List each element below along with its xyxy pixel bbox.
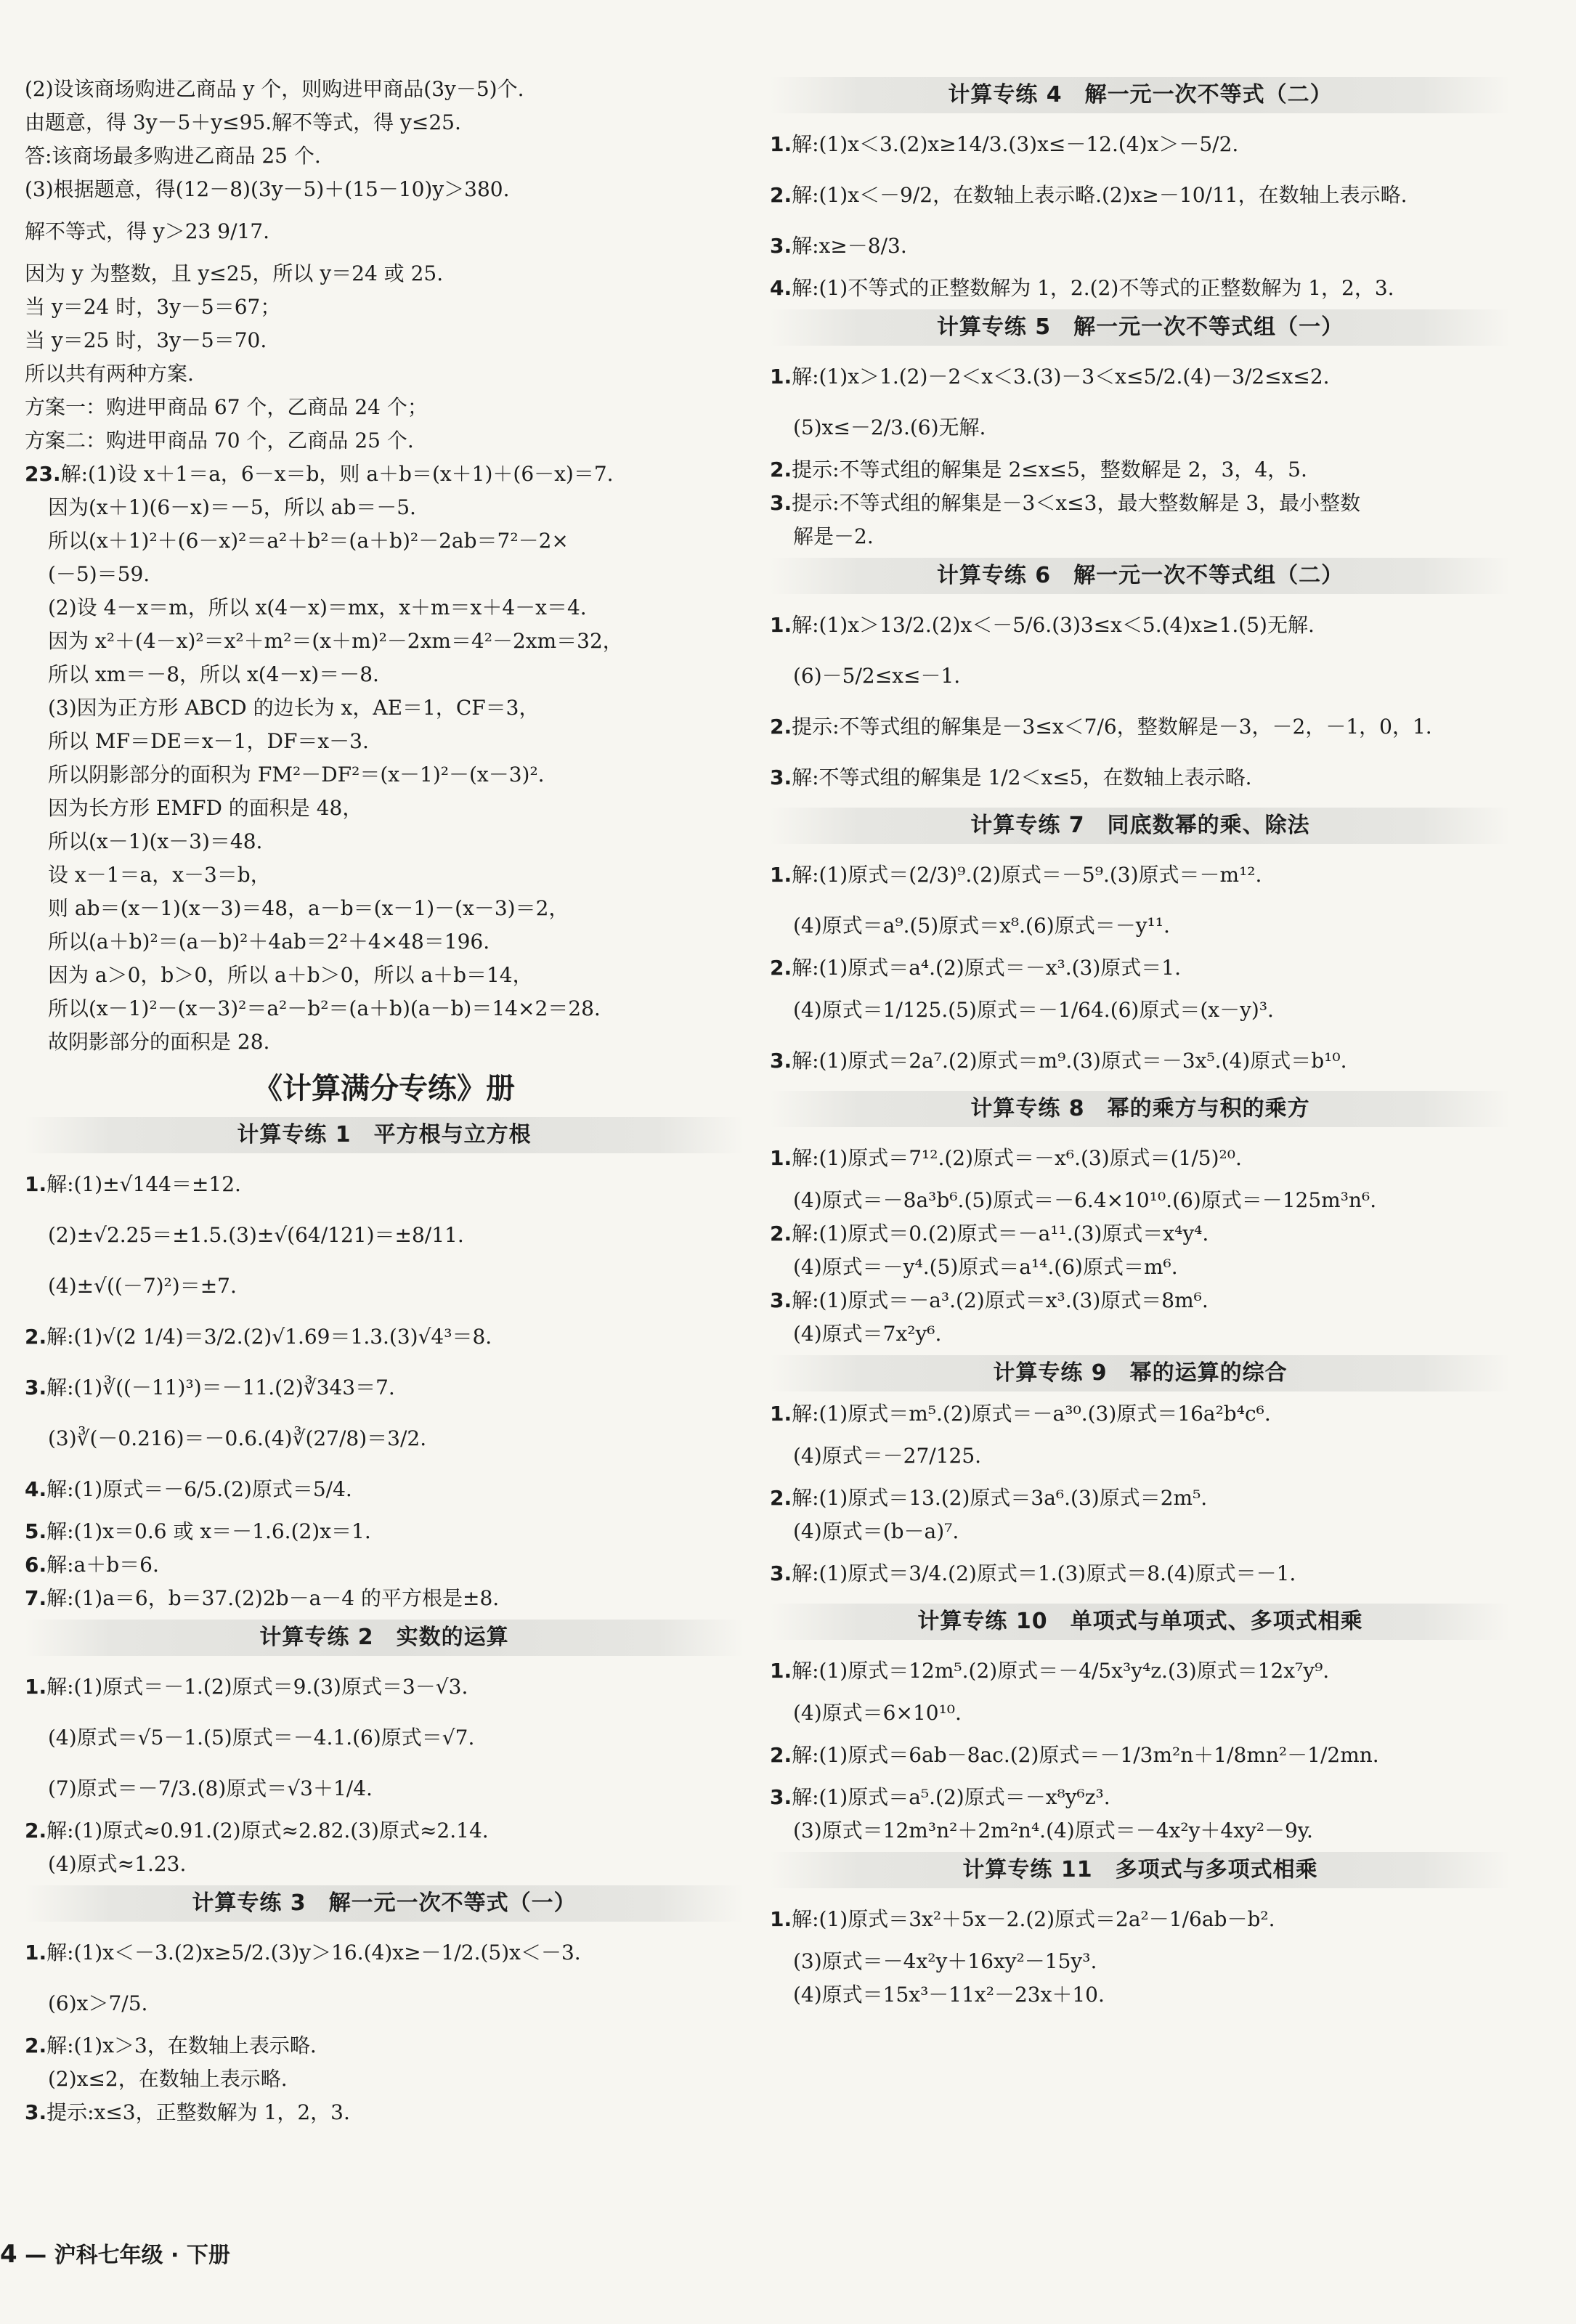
answer-line: (3)因为正方形 ABCD 的边长为 x，AE＝1，CF＝3， [48,696,540,720]
answer-text: 解:(1)±√144＝±12. [46,1172,241,1196]
answer-text: 解:(1)原式＝(2/3)⁹.(2)原式＝－5⁹.(3)原式＝－m¹². [792,863,1262,887]
answer-line [25,1712,744,1763]
answer-line [770,453,1511,487]
item-number: 4. [770,276,792,300]
answer-line [25,1515,744,1548]
answer-line [25,1261,744,1312]
answer-line [770,402,1511,453]
answer-text: 解:(1)x＞13/2.(2)x＜－5/6.(3)3≤x＜5.(4)x≥1.(5)无解. [792,613,1315,637]
answer-text: (4)原式＝15x³－11x²－23x＋10. [793,1983,1105,2007]
item-number: 3. [25,2100,47,2124]
answer-line: 因为(x＋1)(6－x)＝－5，所以 ab＝－5. [48,495,416,519]
item-number: 7. [25,1586,47,1610]
answer-text: (6)x＞7/5. [48,1991,148,2015]
answer-line [25,1548,744,1582]
item-number: 3. [770,1049,792,1073]
item-number: 1. [25,1941,47,1965]
answer-line: 则 ab＝(x－1)(x－3)＝48，a－b＝(x－1)－(x－3)＝2， [48,896,569,920]
answer-line [770,170,1511,221]
answer-line: 设 x－1＝a，x－3＝b， [48,863,271,887]
item-number: 2. [770,1222,792,1246]
answer-line: 所以(x＋1)²＋(6－x)²＝a²＋b²＝(a＋b)²－2ab＝7²－2× [48,529,569,553]
section-header: 计算专练 4 解一元一次不等式（二） [770,77,1511,113]
answer-line: 方案一：购进甲商品 67 个，乙商品 24 个； [25,395,428,419]
answer-line: 所以(x－1)²－(x－3)²＝a²－b²＝(a＋b)(a－b)＝14×2＝28. [48,996,601,1020]
answer-text: (4)原式＝7x²y⁶. [793,1322,942,1346]
answer-line: 解不等式，得 y＞23 9/17. [25,219,270,243]
answer-text: 解:(1)x＞1.(2)－2＜x＜3.(3)－3＜x≤5/2.(4)－3/2≤x≤2. [792,365,1330,389]
item-number: 3. [770,1288,792,1312]
answer-line [770,600,1511,651]
answer-line [770,1133,1511,1184]
answer-line [770,850,1511,901]
answer-text: (5)x≤－2/3.(6)无解. [793,415,986,439]
item-number: 5. [25,1519,47,1543]
answer-line [770,119,1511,170]
section-header: 计算专练 8 幂的乘方与积的乘方 [770,1091,1511,1127]
item-number: 2. [770,956,792,980]
answer-line [770,487,1511,520]
answer-line [25,1210,744,1261]
answer-line [770,1284,1511,1317]
answer-line [25,1763,744,1814]
answer-text: (3)原式＝12m³n²＋2m²n⁴.(4)原式＝－4x²y＋4xy²－9y. [793,1819,1313,1842]
answer-text: 解:不等式组的解集是 1/2＜x≤5，在数轴上表示略. [792,765,1252,789]
answer-line [25,1848,744,1881]
answer-line [25,458,744,491]
answer-text: (4)原式≈1.23. [48,1852,187,1876]
answer-line [25,1464,744,1515]
answer-line [770,1945,1511,1978]
answer-line: 所以(x－1)(x－3)＝48. [48,829,263,853]
answer-line [770,272,1511,305]
answer-text: 解:(1)原式＝13.(2)原式＝3a⁶.(3)原式＝2m⁵. [792,1486,1208,1510]
page-footer [0,2237,230,2269]
answer-text: 解:(1)原式＝12m⁵.(2)原式＝－4/5x³y⁴z.(3)原式＝12x⁷y⁹. [792,1659,1330,1683]
answer-text: 提示:x≤3，正整数解为 1，2，3. [46,2100,350,2124]
item-number: 1. [770,1659,792,1683]
answer-line [770,1894,1511,1945]
answer-text: 解:(1)原式＝m⁵.(2)原式＝－a³⁰.(3)原式＝16a²b⁴c⁶. [792,1402,1271,1426]
answer-text: 解是－2. [793,524,874,548]
answer-line [770,352,1511,402]
answer-text: 提示:不等式组的解集是－3≤x＜7/6，整数解是－3，－2，－1，0，1. [792,715,1432,739]
item-number: 3. [770,1785,792,1809]
answer-text: 解:(1)a＝6，b＝37.(2)2b－a－4 的平方根是±8. [46,1586,500,1610]
answer-line [770,651,1511,702]
item-number: 1. [25,1172,47,1196]
answer-line: (－5)＝59. [48,562,150,586]
answer-line [25,1582,744,1615]
answer-text: (4)±√((－7)²)＝±7. [48,1274,237,1298]
answer-text: 解:(1)原式＝0.(2)原式＝－a¹¹.(3)原式＝x⁴y⁴. [792,1222,1209,1246]
section-header: 计算专练 3 解一元一次不等式（一） [25,1885,744,1922]
item-number: 3. [770,1561,792,1585]
item-number: 2. [770,715,792,739]
answer-line: 答:该商场最多购进乙商品 25 个. [25,144,321,168]
page-number: 4 [0,2240,17,2269]
answer-line [770,1814,1511,1848]
answer-line [770,1036,1511,1086]
section-header: 计算专练 10 单项式与单项式、多项式相乘 [770,1604,1511,1640]
item-number: 1. [770,1402,792,1426]
answer-line: (3)根据题意，得(12－8)(3y－5)＋(15－10)y＞380. [25,177,510,201]
section-header: 计算专练 1 平方根与立方根 [25,1117,744,1153]
section-header: 计算专练 7 同底数幂的乘、除法 [770,808,1511,844]
item-number: 2. [25,1325,47,1349]
answer-line [770,221,1511,272]
book-section-title: 《计算满分专练》册 [253,1072,515,1105]
answer-line [770,1646,1511,1697]
answer-line: 因为 y 为整数，且 y≤25，所以 y＝24 或 25. [25,261,444,285]
item-number: 2. [770,1743,792,1767]
right-column [770,73,1511,2012]
answer-text: (4)原式＝(b－a)⁷. [793,1519,959,1543]
answer-text: 解:x≥－8/3. [792,234,907,258]
answer-text: 解:(1)原式＝6ab－8ac.(2)原式＝－1/3m²n＋1/8mn²－1/2mn. [792,1743,1379,1767]
section-header: 计算专练 11 多项式与多项式相乘 [770,1852,1511,1888]
answer-line [25,1312,744,1362]
answer-line [770,702,1511,752]
answer-line [770,1431,1511,1482]
answer-line: 因为长方形 EMFD 的面积是 48， [48,796,363,820]
answer-line: 因为 x²＋(4－x)²＝x²＋m²＝(x＋m)²－2xm＝4²－2xm＝32， [48,629,623,653]
answer-text: 解:(1)原式≈0.91.(2)原式≈2.82.(3)原式≈2.14. [46,1819,489,1842]
section-header: 计算专练 5 解一元一次不等式组（一） [770,309,1511,346]
answer-line: 所以(a＋b)²＝(a－b)²＋4ab＝2²＋4×48＝196. [48,930,490,954]
item-number: 4. [25,1477,47,1501]
answer-text: 解:(1)原式＝－a³.(2)原式＝x³.(3)原式＝8m⁶. [792,1288,1209,1312]
answer-line [770,1217,1511,1251]
answer-text: 解:(1)原式＝3/4.(2)原式＝1.(3)原式＝8.(4)原式＝－1. [792,1561,1296,1585]
answer-line: (2)设 4－x＝m，所以 x(4－x)＝mx，x＋m＝x＋4－x＝4. [48,596,587,619]
answer-line [770,752,1511,803]
item-number: 2. [25,2033,47,2057]
answer-line [770,1515,1511,1548]
answer-text: (4)原式＝－y⁴.(5)原式＝a¹⁴.(6)原式＝m⁶. [793,1255,1178,1279]
answer-line [770,1730,1511,1781]
answer-line [770,1317,1511,1351]
item-number: 3. [770,765,792,789]
section-header: 计算专练 9 幂的运算的综合 [770,1355,1511,1391]
answer-text: 解:(1)√(2 1/4)＝3/2.(2)√1.69＝1.3.(3)√4³＝8. [46,1325,492,1349]
answer-text: 解:(1)原式＝－6/5.(2)原式＝5/4. [46,1477,352,1501]
answer-text: 提示:不等式组的解集是 2≤x≤5，整数解是 2，3，4，5. [792,458,1307,482]
answer-text: 解:(1)原式＝2a⁷.(2)原式＝m⁹.(3)原式＝－3x⁵.(4)原式＝b¹⁰. [792,1049,1347,1073]
answer-line [770,1781,1511,1814]
answer-text: 解:(1)原式＝－1.(2)原式＝9.(3)原式＝3－√3. [46,1675,468,1699]
answer-line [770,1978,1511,2012]
answer-line [25,1978,744,2029]
answer-line: 当 y＝25 时，3y－5＝70. [25,328,267,352]
answer-text: (3)原式＝－4x²y＋16xy²－15y³. [793,1949,1097,1973]
item-number: 1. [25,1675,47,1699]
item-number: 1. [770,1146,792,1170]
answer-text: (4)原式＝6×10¹⁰. [793,1701,962,1725]
answer-line: 故阴影部分的面积是 28. [48,1030,270,1054]
footer-dash: — [25,2243,47,2268]
answer-line [770,1397,1511,1431]
item-number: 6. [25,1553,47,1577]
answer-line: 当 y＝24 时，3y－5＝67； [25,295,281,319]
answer-line [770,1184,1511,1217]
answer-line: 由题意，得 3y－5＋y≤95.解不等式，得 y≤25. [25,110,461,134]
answer-line [25,2096,744,2129]
item-number: 2. [770,458,792,482]
answer-text: 提示:不等式组的解集是－3＜x≤3，最大整数解是 3，最小整数 [792,491,1361,515]
item-number: 3. [770,234,792,258]
answer-line [25,1814,744,1848]
answer-line [25,1927,744,1978]
item-number: 1. [770,365,792,389]
section-header: 计算专练 2 实数的运算 [25,1620,744,1656]
answer-line: 所以 xm＝－8，所以 x(4－x)＝－8. [48,662,379,686]
answer-text: 解:(1)不等式的正整数解为 1，2.(2)不等式的正整数解为 1，2，3. [792,276,1394,300]
answer-text: 解:(1)x＝0.6 或 x＝－1.6.(2)x＝1. [46,1519,371,1543]
answer-text: (4)原式＝a⁹.(5)原式＝x⁸.(6)原式＝－y¹¹. [793,914,1170,938]
answer-line [770,1548,1511,1599]
answer-line [770,951,1511,985]
answer-text: 解:a＋b＝6. [46,1553,159,1577]
answer-line: (2)设该商场购进乙商品 y 个，则购进甲商品(3y－5)个. [25,77,524,101]
footer-book-title: 沪科七年级 · 下册 [54,2243,230,2268]
answer-text: 解:(1)x＜－3.(2)x≥5/2.(3)y＞16.(4)x≥－1/2.(5)x＜－3. [46,1941,581,1965]
answer-line [25,2029,744,2063]
answer-text: (2)±√2.25＝±1.5.(3)±√(64/121)＝±8/11. [48,1223,464,1247]
answer-text: (4)原式＝√5－1.(5)原式＝－4.1.(6)原式＝√7. [48,1726,475,1750]
answer-line: 因为 a＞0，b＞0，所以 a＋b＞0，所以 a＋b＝14， [48,963,533,987]
section-header: 计算专练 6 解一元一次不等式组（二） [770,558,1511,594]
answer-text: (4)原式＝－8a³b⁶.(5)原式＝－6.4×10¹⁰.(6)原式＝－125m³n⁶. [793,1188,1377,1212]
item-number: 2. [770,1486,792,1510]
answer-text: (6)－5/2≤x≤－1. [793,664,961,688]
answer-text: (2)x≤2，在数轴上表示略. [48,2067,288,2091]
answer-line [770,985,1511,1036]
item-number: 2. [770,183,792,207]
answer-text: 解:(1)x＜－9/2，在数轴上表示略.(2)x≥－10/11，在数轴上表示略. [792,183,1408,207]
answer-line: 所以阴影部分的面积为 FM²－DF²＝(x－1)²－(x－3)². [48,763,545,787]
item-number: 3. [770,491,792,515]
item-number: 1. [770,613,792,637]
item-number: 1. [770,863,792,887]
answer-text: 解:(1)原式＝3x²＋5x－2.(2)原式＝2a²－1/6ab－b². [792,1907,1275,1931]
answer-line [770,901,1511,951]
answer-text: 解:(1)原式＝a⁴.(2)原式＝－x³.(3)原式＝1. [792,956,1181,980]
answer-line [770,520,1511,553]
answer-text: 解:(1)x＜3.(2)x≥14/3.(3)x≤－12.(4)x＞－5/2. [792,132,1239,156]
answer-line [25,1159,744,1210]
answer-line [770,1697,1511,1730]
answer-text: 解:(1)原式＝a⁵.(2)原式＝－x⁸y⁶z³. [792,1785,1110,1809]
answer-line: 所以共有两种方案. [25,362,194,386]
answer-text: (4)原式＝1/125.(5)原式＝－1/64.(6)原式＝(x－y)³. [793,998,1274,1022]
answer-text: 解:(1)x＞3，在数轴上表示略. [46,2033,317,2057]
answer-line [25,1662,744,1712]
item-number: 23. [25,462,61,486]
left-column [25,73,744,2129]
item-number: 2. [25,1819,47,1842]
answer-line [770,1251,1511,1284]
answer-text: 解:(1)∛((－11)³)＝－11.(2)∛343＝7. [46,1376,395,1399]
answer-text: 解:(1)设 x＋1＝a，6－x＝b，则 a＋b＝(x＋1)＋(6－x)＝7. [60,462,614,486]
answer-text: (3)∛(－0.216)＝－0.6.(4)∛(27/8)＝3/2. [48,1426,427,1450]
item-number: 1. [770,132,792,156]
answer-line [25,1413,744,1464]
answer-line [25,2063,744,2096]
answer-text: (7)原式＝－7/3.(8)原式＝√3＋1/4. [48,1776,373,1800]
answer-text: (4)原式＝－27/125. [793,1444,982,1468]
answer-line [25,1362,744,1413]
answer-text: 解:(1)原式＝7¹².(2)原式＝－x⁶.(3)原式＝(1/5)²⁰. [792,1146,1242,1170]
answer-line [770,1482,1511,1515]
answer-line: 方案二：购进甲商品 70 个，乙商品 25 个. [25,428,414,452]
answer-line: 所以 MF＝DE＝x－1，DF＝x－3. [48,729,369,753]
item-number: 3. [25,1376,47,1399]
item-number: 1. [770,1907,792,1931]
